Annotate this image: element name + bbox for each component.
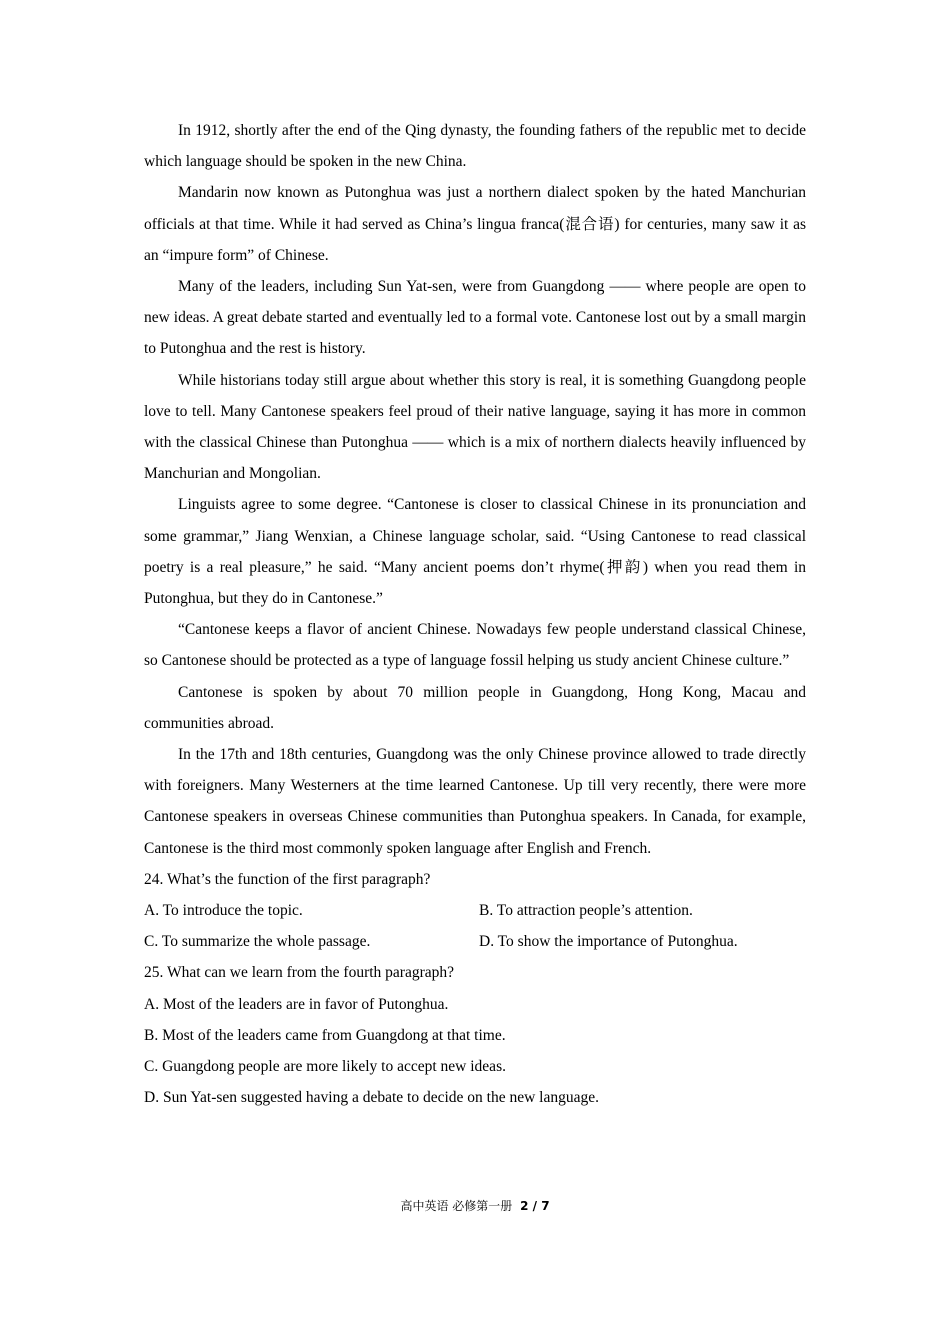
question-25-option-a: A. Most of the leaders are in favor of Putonghua. — [144, 995, 449, 1013]
paragraph-4: While historians today still argue about whether this story is real, it is something Guangdong people love to tell. Many Cantonese speakers feel proud of their native language, saying it has more in common with the classical Chinese than Putonghua —— which is a mix of northern dialects heavily influenced by Manchurian and Mongolian. — [144, 371, 806, 483]
paragraph-7: Cantonese is spoken by about 70 million people in Guangdong, Hong Kong, Macau and communities abroad. — [144, 683, 806, 732]
paragraph-2: Mandarin now known as Putonghua was just a northern dialect spoken by the hated Manchurian officials at that time. While it had served as China’s lingua franca(混合语) for centuries, many saw it as an “impure form” of Chinese. — [144, 184, 806, 264]
question-24-stem: 24. What’s the function of the first paragraph? — [144, 870, 431, 888]
page-number: 2 / 7 — [520, 1199, 550, 1213]
paragraph-1: In 1912, shortly after the end of the Qing dynasty, the founding fathers of the republic met to decide which language should be spoken in the new China. — [144, 122, 806, 171]
question-24-option-b: B. To attraction people’s attention. — [479, 902, 693, 920]
question-25-option-b: B. Most of the leaders came from Guangdong at that time. — [144, 1026, 506, 1044]
footer-title: 高中英语 必修第一册 — [400, 1199, 513, 1213]
paragraph-5: Linguists agree to some degree. “Cantonese is closer to classical Chinese in its pronunciation and some grammar,” Jiang Wenxian, a Chinese language scholar, said. “Using Cantonese to read classical poetry is a real pleasure,” he said. “Many ancient poems don’t rhyme(押韵) when you read them in Putonghua, but they do in Cantonese.” — [144, 496, 806, 608]
question-24-options-row-2 — [144, 926, 806, 957]
question-25-option-c: C. Guangdong people are more likely to accept new ideas. — [144, 1058, 506, 1076]
paragraph-3: Many of the leaders, including Sun Yat-sen, were from Guangdong —— where people are open to new ideas. A great debate started and eventually led to a formal vote. Cantonese lost out by a small margin to Putonghua and the rest is history. — [144, 278, 806, 358]
paragraph-6: “Cantonese keeps a flavor of ancient Chinese. Nowadays few people understand classical Chinese, so Cantonese should be protected as a type of language fossil helping us study ancient Chinese culture.” — [144, 621, 806, 670]
page-footer — [0, 1196, 950, 1216]
question-24-option-c: C. To summarize the whole passage. — [144, 933, 371, 951]
question-24 — [144, 864, 806, 958]
question-25 — [144, 957, 806, 1113]
paragraph-8: In the 17th and 18th centuries, Guangdong was the only Chinese province allowed to trade directly with foreigners. Many Westerners at the time learned Cantonese. Up till very recently, there were more Cantonese speakers in overseas Chinese communities than Putonghua speakers. In Canada, for example, Cantonese is the third most commonly spoken language after English and French. — [144, 746, 806, 857]
question-24-option-a: A. To introduce the topic. — [144, 902, 303, 920]
question-24-option-d: D. To show the importance of Putonghua. — [479, 933, 738, 951]
question-25-stem: 25. What can we learn from the fourth paragraph? — [144, 964, 455, 982]
document-body — [144, 115, 806, 1114]
question-25-option-d: D. Sun Yat-sen suggested having a debate to decide on the new language. — [144, 1089, 599, 1107]
question-24-options-row-1 — [144, 895, 806, 926]
